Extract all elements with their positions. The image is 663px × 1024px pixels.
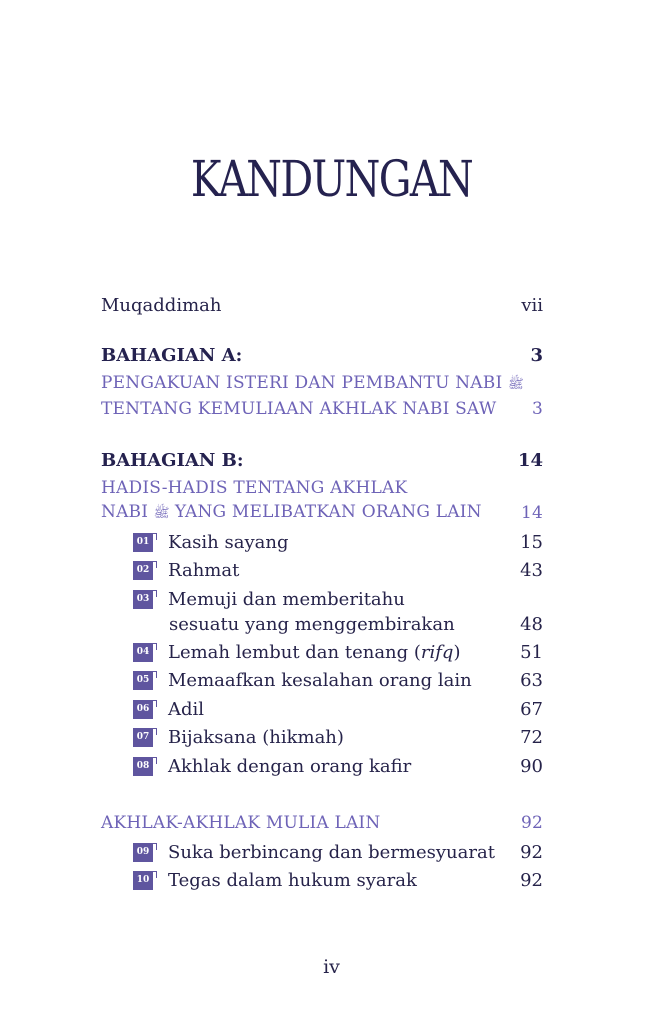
item-label: Akhlak dengan orang kafir	[168, 755, 412, 777]
item-number-badge: 07	[133, 728, 153, 747]
item-label: Memaafkan kesalahan orang lain	[168, 669, 472, 691]
part-label: BAHAGIAN B:	[101, 449, 244, 471]
item-page: 67	[520, 698, 543, 720]
item-label: Bijaksana (hikmah)	[168, 726, 344, 748]
item-page: 90	[520, 755, 543, 777]
item-label-continued: sesuatu yang menggembirakan	[169, 613, 455, 635]
item-label: Rahmat	[168, 559, 240, 581]
item-label: Kasih sayang	[168, 531, 289, 553]
part-page: 3	[530, 344, 543, 366]
part-b-title-text-2b: YANG MELIBATKAN ORANG LAIN	[169, 502, 482, 522]
item-label: Lemah lembut dan tenang (	[168, 641, 421, 663]
item-label-italic: rifq	[420, 641, 454, 663]
item-number-badge: 03	[133, 590, 153, 609]
item-page: 48	[520, 613, 543, 635]
item-page: 92	[520, 841, 543, 863]
item-number-badge: 05	[133, 671, 153, 690]
toc-item-07[interactable]	[133, 723, 543, 751]
item-number-badge: 08	[133, 757, 153, 776]
saw-symbol: ﷺ	[507, 377, 524, 392]
item-page: 15	[520, 531, 543, 553]
toc-item-08[interactable]	[133, 752, 543, 780]
part-a-title-line-2[interactable]	[101, 395, 543, 423]
item-label: Tegas dalam hukum syarak	[168, 869, 417, 891]
toc-item-03[interactable]	[133, 585, 543, 613]
part-a-title-page: 3	[531, 399, 543, 419]
part-b-title-text: HADIS-HADIS TENTANG AKHLAK	[101, 478, 408, 498]
item-number-badge: 02	[133, 561, 153, 580]
page-number: iv	[323, 956, 340, 978]
part-a-title-text-2: TENTANG KEMULIAAN AKHLAK NABI SAW	[101, 399, 497, 419]
toc-item-02[interactable]	[133, 556, 543, 584]
toc-item-05[interactable]	[133, 666, 543, 694]
part-page: 14	[517, 449, 543, 471]
toc-item-01[interactable]	[133, 528, 543, 556]
item-number-badge: 09	[133, 843, 153, 862]
item-label: Memuji dan memberitahu	[168, 588, 405, 610]
entry-label: Muqaddimah	[101, 294, 222, 316]
part-b-title-page: 14	[520, 503, 543, 523]
page-title: KANDUNGAN	[190, 150, 473, 208]
part-b-title-line-2[interactable]	[101, 499, 543, 527]
toc-entry-muqaddimah[interactable]	[101, 291, 543, 319]
item-number-badge: 06	[133, 700, 153, 719]
item-page: 51	[520, 641, 543, 663]
item-page: 63	[520, 669, 543, 691]
item-number-badge: 04	[133, 643, 153, 662]
part-b-title-text-2a: NABI	[101, 502, 154, 522]
item-label: Suka berbincang dan bermesyuarat	[168, 841, 495, 863]
toc-item-04[interactable]	[133, 638, 543, 666]
toc-item-09[interactable]	[133, 838, 543, 866]
part-b-title-line-1	[101, 474, 543, 502]
part-a-title-text: PENGAKUAN ISTERI DAN PEMBANTU NABI	[101, 373, 508, 393]
section-page: 92	[520, 813, 543, 833]
toc-part-b[interactable]	[101, 446, 543, 474]
item-number-badge: 01	[133, 533, 153, 552]
toc-item-06[interactable]	[133, 695, 543, 723]
item-label: Adil	[168, 698, 205, 720]
part-label: BAHAGIAN A:	[101, 344, 243, 366]
toc-part-a[interactable]	[101, 341, 543, 369]
item-number-badge: 10	[133, 871, 153, 890]
item-page: 43	[520, 559, 543, 581]
section-label: AKHLAK-AKHLAK MULIA LAIN	[101, 813, 381, 833]
item-page: 92	[520, 869, 543, 891]
item-page: 72	[520, 726, 543, 748]
item-label-end: )	[453, 641, 461, 663]
part-a-title-line-1	[101, 370, 543, 398]
saw-symbol: ﷺ	[153, 506, 170, 521]
entry-page: vii	[521, 294, 543, 316]
toc-item-03-continued[interactable]	[133, 610, 543, 638]
toc-section-other[interactable]	[101, 809, 543, 837]
toc-item-10[interactable]	[133, 866, 543, 894]
